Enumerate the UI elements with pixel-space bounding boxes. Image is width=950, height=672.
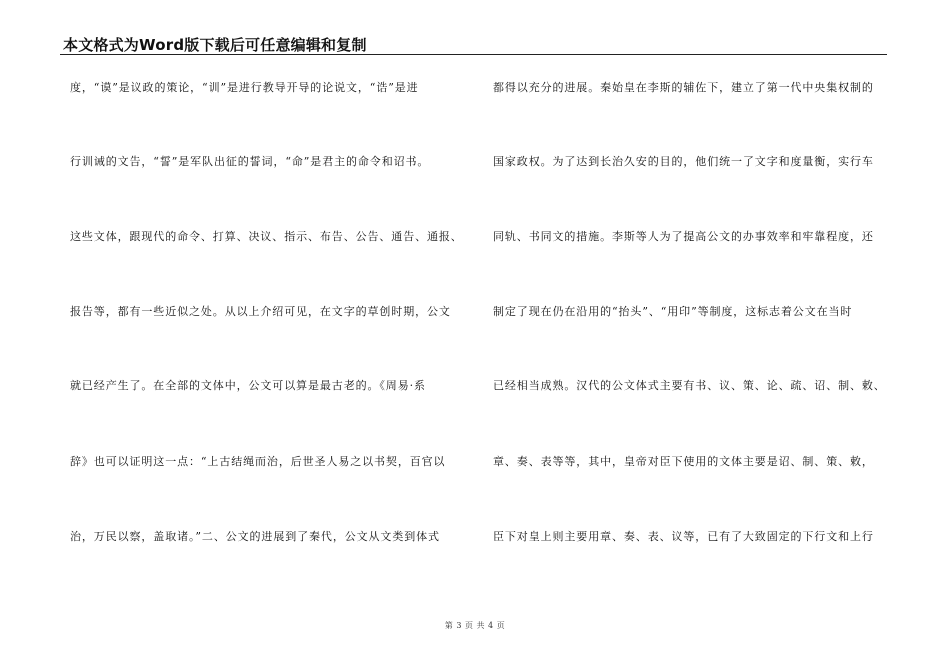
right-line-1: 都得以充分的进展。秦始皇在李斯的辅佐下，建立了第一代中央集权制的 [493, 81, 874, 94]
right-line-2: 国家政权。为了达到长治久安的目的，他们统一了文字和度量衡，实行车 [493, 155, 874, 168]
header-divider [60, 54, 887, 55]
left-line-1: 度，“谟”是议政的策论，“训”是进行教导开导的论说文，“诰”是进 [70, 81, 419, 94]
right-line-4: 制定了现在仍在沿用的“抬头”、“用印”等制度，这标志着公文在当时 [493, 305, 853, 318]
right-line-6: 章、奏、表等等，其中，皇帝对臣下使用的文体主要是诏、制、策、敕， [493, 455, 874, 468]
left-line-5: 就已经产生了。在全部的文体中，公文可以算是最古老的。《周易·系 [70, 379, 426, 392]
left-line-2: 行训诫的文告，“誓”是军队出征的誓词，“命”是君主的命令和诏书。 [70, 155, 430, 168]
left-line-4: 报告等，都有一些近似之处。从以上介绍可见，在文字的草创时期，公文 [70, 305, 451, 318]
right-line-7: 臣下对皇上则主要用章、奏、表、议等，已有了大致固定的下行文和上行 [493, 530, 874, 543]
right-line-5: 已经相当成熟。汉代的公文体式主要有书、议、策、论、疏、诏、制、敕、 [493, 379, 886, 392]
document-header-title: 本文格式为Word版下载后可任意编辑和复制 [63, 36, 367, 54]
left-line-7: 治，万民以察，盖取诸。”二、公文的进展到了秦代，公文从文类到体式 [70, 530, 440, 543]
page-number: 第 3 页 共 4 页 [444, 621, 506, 630]
left-line-3: 这些文体，跟现代的命令、打算、决议、指示、布告、公告、通告、通报、 [70, 230, 463, 243]
left-line-6: 辞》也可以证明这一点：“上古结绳而治，后世圣人易之以书契，百官以 [70, 455, 446, 468]
right-line-3: 同轨、书同文的措施。李斯等人为了提高公文的办事效率和牢靠程度，还 [493, 230, 874, 243]
